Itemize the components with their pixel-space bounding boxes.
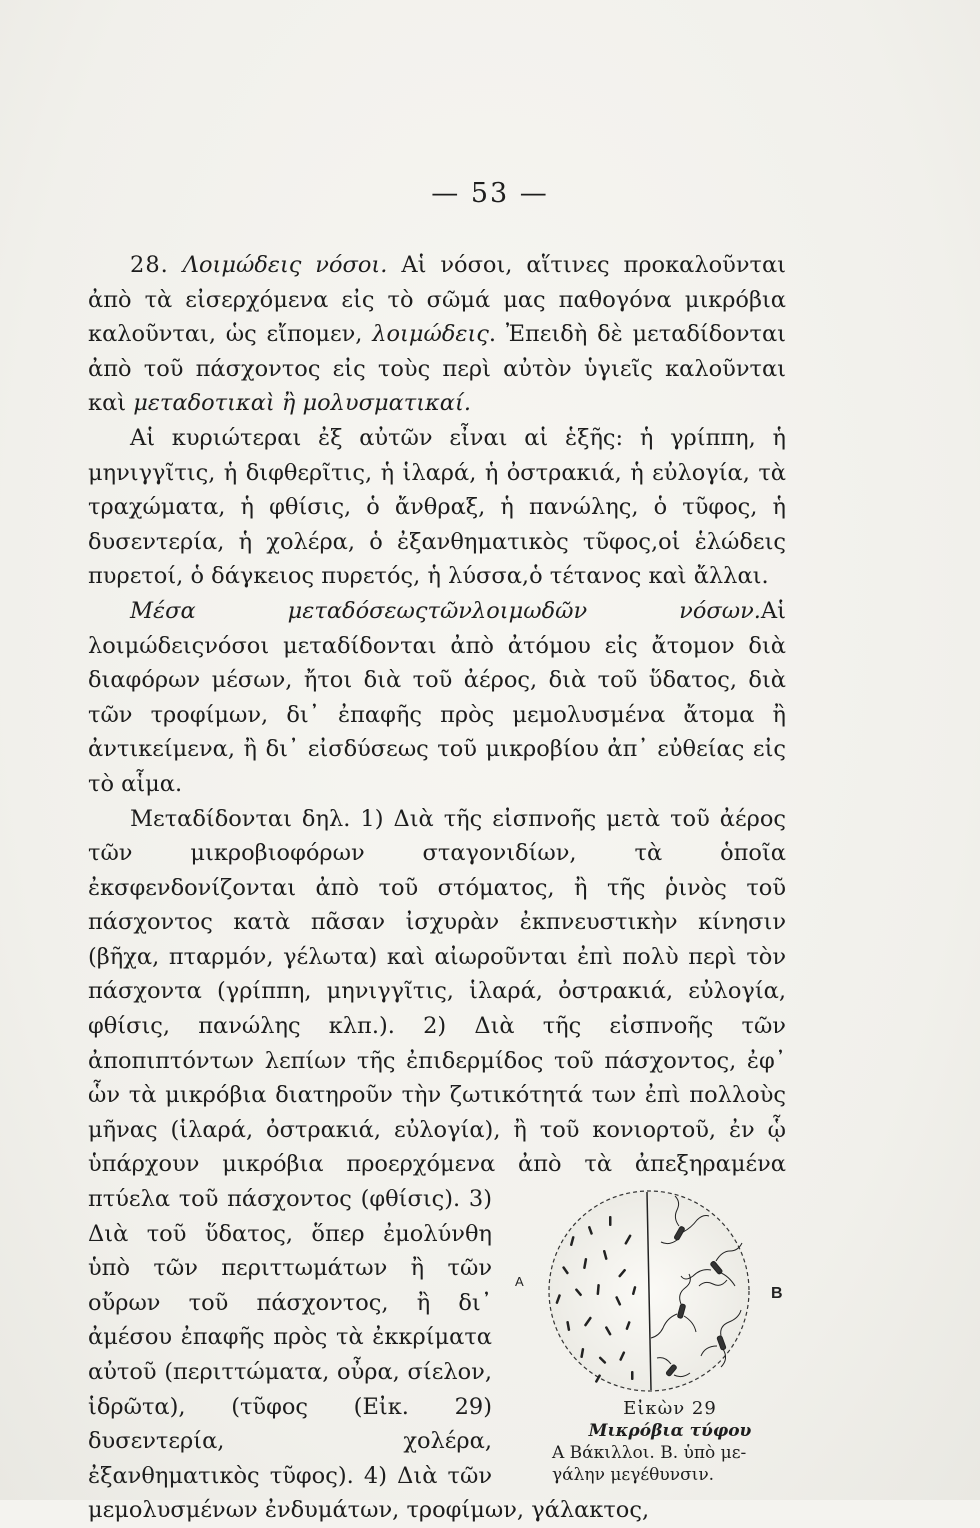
paragraph-28 xyxy=(88,248,786,421)
paragraph-text: Αἱ λοιμώδειςνόσοι μεταδίδονται ἀπὸ ἀτόμου εἰς ἄτομον διὰ διαφόρων μέσων, ἤτοι διὰ τοῦ ἀέρος, διὰ τοῦ ὕδατος, διὰ τῶν τροφίμων, δι᾽ ἐπαφῆς πρὸς μεμολυσμένα ἄτομα ἢ ἀντικείμενα, ἢ δι᾽ εἰσδύσεως τοῦ μικροβίου ἀπ᾽ εὐθείας εἰς τὸ αἷμα. xyxy=(88,597,786,797)
figure-label-a: A xyxy=(515,1274,524,1290)
figure-caption-line1: A Βάκιλλοι. B. ὑπὸ με- xyxy=(552,1443,747,1464)
figure-caption-subtitle: Μικρόβια τύφου xyxy=(588,1421,752,1442)
subsection-title: Μέσα μεταδόσεωςτῶνλοιμωδῶν νόσων. xyxy=(130,597,761,624)
paragraph-text: Μεταδίδονται δηλ. 1) Διὰ τῆς εἰσπνοῆς μετὰ τοῦ ἀέρος τῶν μικροβιοφόρων σταγονιδίων, τὰ ὁποῖα ἐκσφενδονίζονται ἀπὸ τοῦ στόματος, ἢ τῆς ῥινὸς τοῦ πάσχοντος κατὰ πᾶσαν ἰσχυρὰν ἐκπνευστικὴν κίνησιν (βῆχα, πταρμόν, γέλωτα) καὶ αἰωροῦνται ἐπὶ πολὺ περὶ τὸν πάσχοντα (γρίππη, μηνιγγῖτις, ἱλαρά, ὀστρακιά, εὐλογία, φθίσις, πανώλης κλπ.). 2) Διὰ τῆς εἰσπνοῆς τῶν ἀποπιπτόντων λεπίων τῆς ἐπιδερμίδος τοῦ πάσχοντος, ἐφ᾽ ὧν τὰ μικρόβια διατηροῦν τὴν ζωτικότητά των ἐπὶ πολλοὺς μῆνας (ἱλαρά, ὀστρακιά, εὐλογία), ἢ τοῦ κονιορτοῦ, ἐν ᾧ ὑπάρχουν μικρόβια προερχόμενα ἀπὸ τὰ xyxy=(88,805,786,1178)
figure-caption-title: Εἰκὼν 29 xyxy=(623,1398,717,1420)
figure-label-b: B xyxy=(771,1285,783,1303)
paragraph-text: . Ἐπειδὴ δὲ μεταδίδονται ἀπὸ τοῦ πάσχοντος εἰς τοὺς περὶ αὐτὸν ὑγιεῖς καλοῦνται καὶ xyxy=(88,321,786,417)
figure-caption-line2: γάλην μεγέθυνσιν. xyxy=(552,1465,715,1486)
paragraph-text: ἀπεξηραμένα πτύελα τοῦ πάσχοντος (φθίσις). 3) Διὰ τοῦ ὕδατος, ὅπερ ἐμολύνθη ὑπὸ τῶν περιττωμάτων ἢ τῶν οὔρων τοῦ πάσχοντος, ἢ δι᾽ ἀμέσου ἐπαφῆς πρὸς τὰ ἐκκρίματα αὐτοῦ (περιττώματα, οὖρα, σίελον, ἱδρῶτα), (τῦφος (Εἰκ. 29) δυσεντερία, χολέρα, ἐξανθηματικὸς τῦφος). 4) Διὰ τῶν μεμολυσμένων ἐνδυμάτων, τροφίμων, γάλακτος, xyxy=(88,1151,786,1524)
paragraph-transmission-means xyxy=(88,594,786,802)
figure-29 xyxy=(504,1186,794,1486)
bacteria-illustration xyxy=(509,1186,789,1396)
paragraph-main-diseases: Αἱ κυριώτεραι ἐξ αὐτῶν εἶναι αἱ ἑξῆς: ἡ γρίππη, ἡ μηνιγγῖτις, ἡ διφθερῖτις, ἡ ἱλαρά, ἡ ὀστρακιά, ἡ εὐλογία, τὰ τραχώματα, ἡ φθίσις, ὁ ἄνθραξ, ἡ πανώλης, ὁ τῦφος, ἡ δυσεντερία, ἡ χολέρα, ὁ ἐξανθηματικὸς τῦφος,οἱ ἑλώδεις πυρετοί, ὁ δάγκειος πυρετός, ἡ λύσσα,ὁ τέτανος καὶ ἄλλαι. xyxy=(88,424,786,590)
section-title: Λοιμώδεις νόσοι. xyxy=(182,252,388,278)
body-text xyxy=(88,248,786,1528)
term-metadotikai: μεταδοτικαὶ ἢ μολυσματικαί. xyxy=(133,390,471,417)
paragraph-transmission-ways xyxy=(88,802,786,1528)
page-number: — 53 — xyxy=(431,178,549,209)
paragraph-text: Αἱ νόσοι, αἵτινες προκαλοῦνται ἀπὸ τὰ εἰσερχόμενα εἰς τὸ σῶμά μας παθογόνα μικρόβια καλοῦνται, ὡς εἴπομεν, xyxy=(88,252,786,348)
section-number: 28. xyxy=(130,252,169,278)
term-loimodeis: λοιμώδεις xyxy=(372,321,489,348)
paragraph-with-figure xyxy=(88,802,786,1528)
